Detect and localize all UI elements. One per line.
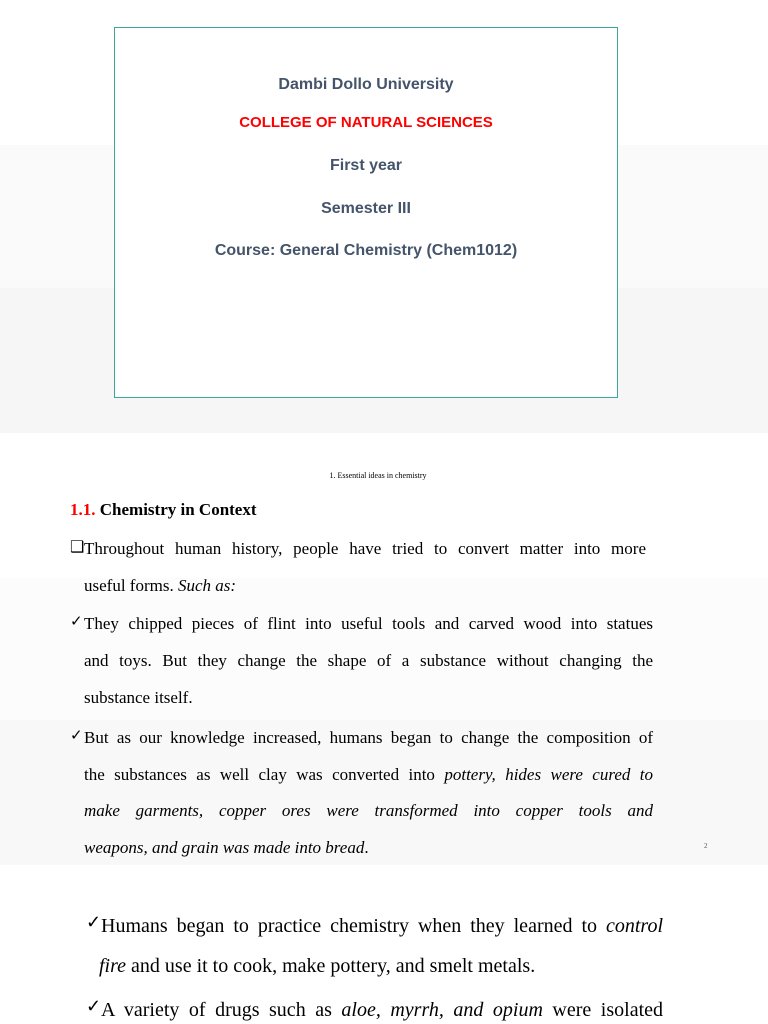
paragraph-line	[101, 915, 663, 938]
semester-label: Semester III	[321, 200, 411, 217]
paragraph-line	[101, 999, 663, 1022]
text-span: A variety of drugs such as	[101, 999, 332, 1021]
university-name: Dambi Dollo University	[278, 76, 454, 93]
check-icon: ✓	[86, 912, 102, 932]
text-span-italic: aloe, myrrh, and opium	[341, 999, 543, 1021]
text-span-italic: weapons, and grain was made into bread	[84, 838, 365, 857]
paragraph-line	[99, 955, 535, 978]
check-icon: ✓	[86, 996, 102, 1016]
paragraph-line: substance itself.	[84, 688, 193, 707]
text-span-italic: control	[605, 915, 663, 937]
course-label: Course: General Chemistry (Chem1012)	[214, 242, 518, 259]
text-span: the substances as well clay was converted into	[84, 765, 435, 784]
title-box	[114, 27, 618, 398]
paragraph-line: Throughout human history, people have tried to convert matter into more	[84, 539, 646, 558]
paragraph-line	[84, 838, 369, 858]
section-number: 1.1.	[70, 500, 96, 519]
chapter-header: 1. Essential ideas in chemistry	[329, 471, 427, 480]
text-span: and use it to cook, make pottery, and smelt metals.	[131, 955, 536, 977]
text-span: useful forms.	[84, 576, 174, 595]
text-span: Humans began to practice chemistry when they learned to	[101, 915, 597, 937]
check-icon: ✓	[70, 614, 83, 630]
page-number: 2	[704, 842, 708, 850]
paragraph-line: But as our knowledge increased, humans began to change the composition of	[84, 728, 653, 747]
paragraph-line	[84, 765, 653, 785]
paragraph-line: make garments, copper ores were transformed into copper tools and	[84, 801, 653, 820]
text-span-italic: Such as:	[177, 576, 237, 595]
text-span-italic: pottery, hides were cured to	[444, 765, 654, 784]
text-span-italic: fire	[99, 955, 127, 977]
year-label: First year	[329, 157, 403, 174]
text-span: were isolated	[552, 999, 664, 1021]
paragraph-line	[84, 576, 236, 596]
text-span: .	[364, 838, 369, 857]
section-heading	[70, 500, 257, 520]
check-icon: ✓	[70, 728, 83, 744]
college-name: COLLEGE OF NATURAL SCIENCES	[239, 114, 493, 131]
square-bullet-icon: ❑	[70, 539, 85, 556]
paragraph-line: and toys. But they change the shape of a substance without changing the	[84, 651, 653, 670]
paragraph-line: They chipped pieces of flint into useful tools and carved wood into statues	[84, 614, 653, 633]
section-title: Chemistry in Context	[99, 500, 257, 519]
